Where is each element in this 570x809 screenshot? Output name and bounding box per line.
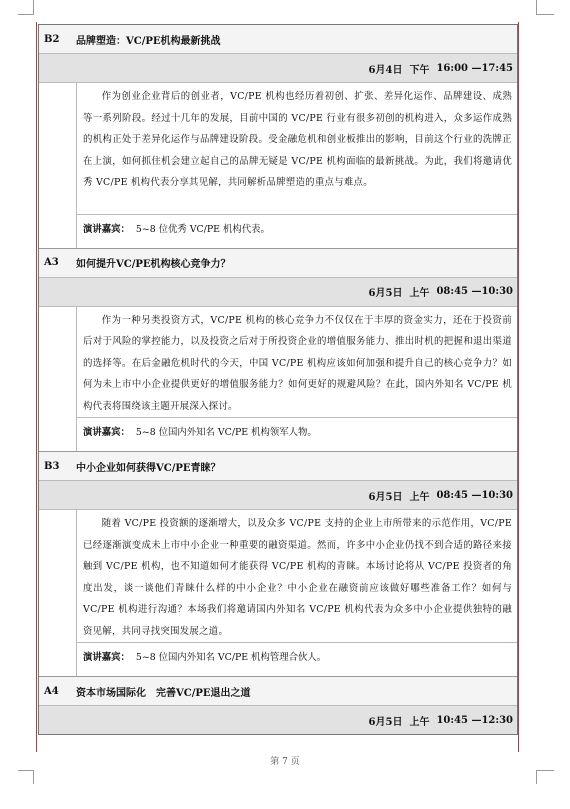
guests-label: 演讲嘉宾： <box>83 652 130 663</box>
session-time-row <box>39 53 517 82</box>
session-time: 16:00 —17:45 <box>436 62 513 74</box>
session-period: 上午 <box>409 288 430 299</box>
session-body-margin <box>39 307 77 452</box>
crop-mark <box>536 770 537 784</box>
crop-mark <box>536 770 554 771</box>
session-title: 如何提升VC/PE机构核心竞争力？ <box>76 259 231 270</box>
session-code: B2 <box>44 33 60 45</box>
session-body-margin <box>39 510 77 676</box>
guests-label: 演讲嘉宾： <box>83 427 130 438</box>
session-date: 6月5日 <box>368 716 403 728</box>
session-guests <box>77 642 517 676</box>
page-number: 第 7 页 <box>270 757 300 767</box>
blank-line <box>77 194 517 214</box>
left-margin-line <box>36 22 37 752</box>
crop-mark <box>536 0 537 14</box>
guests-label: 演讲嘉宾： <box>83 223 130 235</box>
guests-text: 5~8 位优秀 VC/PE 机构代表。 <box>135 223 270 235</box>
session-period: 上午 <box>409 716 430 728</box>
session-time-row <box>39 705 517 734</box>
session-header <box>39 248 517 277</box>
session-header <box>39 25 517 53</box>
crop-mark <box>33 0 34 14</box>
session-body <box>39 509 517 676</box>
agenda-table <box>38 24 518 735</box>
session-description: 随着 VC/PE 投资额的逐渐增大，以及众多 VC/PE 支持的企业上市所带来的示范作用，VC/PE 已经逐渐演变成未上市中小企业一种重要的融资渠道。然而，许多中小企业仍找不到合适的路径来接触到 VC/PE 机构，也不知道如何才能获得 VC/PE 机构的青睐。本场讨论将从 VC/PE 投资者的角度出发，谈一谈他们青睐什么样的中小企业？中小企业在融资前应该做好哪些准备工作？如何与 VC/PE 机构进行沟通？本场我们将邀请国内外知名 VC/PE 机构代表为众多中小企业提供独特的融资见解，共同寻找突围发展之道。 <box>83 518 512 637</box>
session-time-row <box>39 277 517 306</box>
session-body <box>39 82 517 248</box>
session-body <box>39 306 517 452</box>
crop-mark <box>536 14 554 15</box>
session-description: 作为一种另类投资方式，VC/PE 机构的核心竞争力不仅仅在于丰厚的资金实力，还在于投资前后对于风险的掌控能力，以及投资之后对于所投资企业的增值服务能力、推出时机的把握和退出渠道的选择等。在后金融危机时代的今天，中国 VC/PE 机构应该如何加强和提升自己的核心竞争力？如何为未上市中小企业提供更好的增值服务能力？如何更好的规避风险？在此，国内外知名 VC/PE 机构代表将围绕该主题开展深入探讨。 <box>83 314 512 412</box>
session-date: 6月5日 <box>368 491 403 503</box>
session-code: A3 <box>44 257 59 268</box>
right-margin-line <box>518 22 519 752</box>
session-header <box>39 451 517 480</box>
crop-mark <box>18 14 34 15</box>
session-time-row <box>39 480 517 509</box>
session-code: B3 <box>44 460 60 472</box>
session-guests <box>77 417 517 451</box>
session-guests <box>77 214 517 248</box>
session-period: 上午 <box>409 491 430 503</box>
session-header <box>39 676 517 705</box>
session-time: 08:45 —10:30 <box>436 489 513 501</box>
session-description: 作为创业企业背后的创业者，VC/PE 机构也经历着初创、扩张、差异化运作、品牌建设、成熟等一系列阶段。经过十几年的发展，目前中国的 VC/PE 行业有很多初创的机构进入，众多运作成熟的机构正处于差异化运作与品牌建设阶段。受金融危机和创业板推出的影响，目前这个行业的洗牌正在上演，如何抓住机会建立起自己的品牌无疑是 VC/PE 机构面临的最新挑战。为此，我们将邀请优秀 VC/PE 机构代表分享其见解，共同解析品牌塑造的重点与难点。 <box>83 91 512 188</box>
session-time: 10:45 —12:30 <box>436 714 513 726</box>
guests-text: 5~8 位国内外知名 VC/PE 机构管理合伙人。 <box>135 652 327 663</box>
guests-text: 5~8 位国内外知名 VC/PE 机构领军人物。 <box>135 427 317 438</box>
session-body-margin <box>39 83 77 248</box>
session-title: 资本市场国际化 完善VC/PE退出之道 <box>76 687 251 699</box>
session-title: 品牌塑造：VC/PE机构最新挑战 <box>76 35 221 47</box>
session-title: 中小企业如何获得VC/PE青睐？ <box>76 462 221 474</box>
session-date: 6月5日 <box>368 288 403 299</box>
crop-mark <box>33 770 34 784</box>
crop-mark <box>18 770 34 771</box>
session-period: 下午 <box>409 64 430 76</box>
session-code: A4 <box>44 685 59 697</box>
session-time: 08:45 —10:30 <box>436 286 513 297</box>
session-date: 6月4日 <box>368 64 403 76</box>
